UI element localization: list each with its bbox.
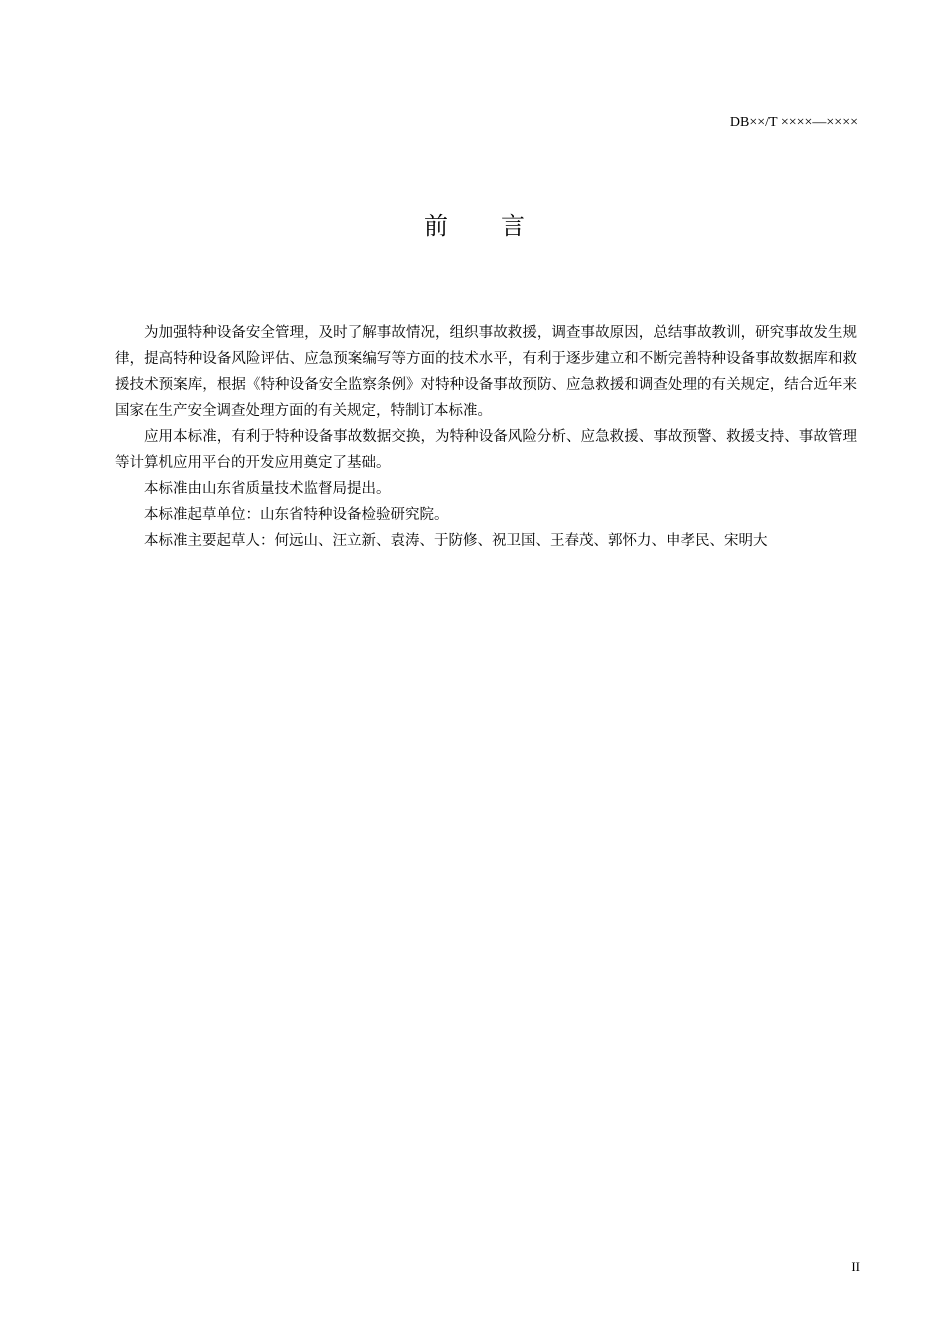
paragraph-purpose: 为加强特种设备安全管理，及时了解事故情况，组织事故救援，调查事故原因，总结事故教训，研究事故发生规律，提高特种设备风险评估、应急预案编写等方面的技术水平，有利于逐步建立和不断完善特种设备事故数据库和救援技术预案库，根据《特种设备安全监察条例》对特种设备事故预防、应急救援和调查处理的有关规定，结合近年来国家在生产安全调查处理方面的有关规定，特制订本标准。 <box>115 325 857 419</box>
page-number: II <box>851 1259 860 1274</box>
paragraph-drafters: 本标准主要起草人：何远山、汪立新、袁涛、于防修、祝卫国、王春茂、郭怀力、申孝民、宋明大 <box>144 533 768 549</box>
foreword-body <box>115 320 857 554</box>
paragraph-drafting-unit: 本标准起草单位：山东省特种设备检验研究院。 <box>144 507 449 523</box>
paragraph-application: 应用本标准，有利于特种设备事故数据交换，为特种设备风险分析、应急救援、事故预警、救援支持、事故管理等计算机应用平台的开发应用奠定了基础。 <box>115 429 857 471</box>
title-char-2: 言 <box>501 212 526 240</box>
title-char-1: 前 <box>424 212 449 240</box>
section-title <box>0 210 950 242</box>
document-code: DB××/T ××××—×××× <box>729 115 858 130</box>
paragraph-proposer: 本标准由山东省质量技术监督局提出。 <box>144 481 391 497</box>
